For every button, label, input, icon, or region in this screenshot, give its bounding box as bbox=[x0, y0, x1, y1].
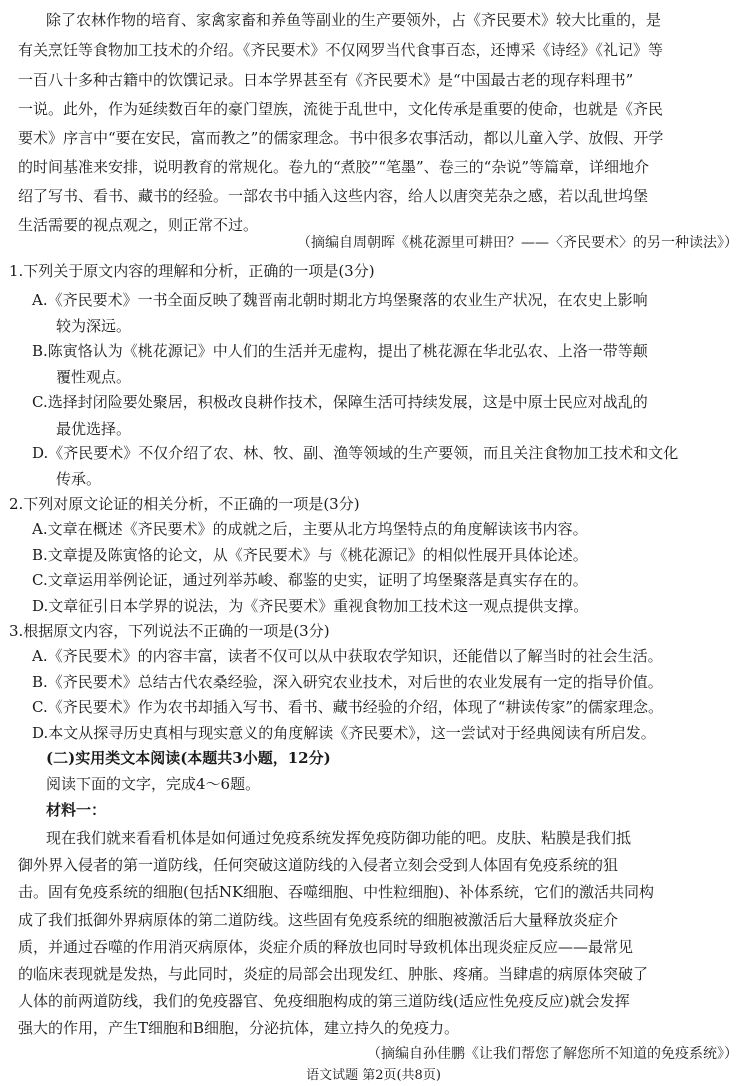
option-2d: D.文章征引日本学界的说法，为《齐民要术》重视食物加工技术这一观点提供支撑。 bbox=[32, 597, 589, 615]
option-1d: D.《齐民要术》不仅介绍了农、林、牧、副、渔等领域的生产要领，而且关注食物加工技术和文化 bbox=[32, 444, 679, 462]
material-line: 的临床表现就是发热，与此同时，炎症的局部会出现发红、肿胀、疼痛。当肆虐的病原体突破了 bbox=[18, 965, 649, 983]
option-1b: B.陈寅恪认为《桃花源记》中人们的生活并无虚构，提出了桃花源在华北弘农、上洛一带等颠 bbox=[32, 342, 648, 360]
option-1d-cont: 传承。 bbox=[56, 470, 102, 488]
option-3d: D.本文从探寻历史真相与现实意义的角度解读《齐民要术》，这一尝试对于经典阅读有所启发。 bbox=[32, 724, 656, 742]
option-1b-cont: 覆性观点。 bbox=[56, 368, 132, 386]
option-1c: C.选择封闭险要处聚居，积极改良耕作技术，保障生活可持续发展，这是中原士民应对战乱的 bbox=[32, 393, 648, 411]
option-1a: A.《齐民要术》一书全面反映了魏晋南北朝时期北方坞堡聚落的农业生产状况，在农史上影响 bbox=[32, 291, 648, 309]
option-1a-cont: 较为深远。 bbox=[56, 317, 132, 335]
material-line: 击。固有免疫系统的细胞(包括NK细胞、吞噬细胞、中性粒细胞)、补体系统，它们的激活共同构 bbox=[18, 883, 655, 901]
section-instruction: 阅读下面的文字，完成4～6题。 bbox=[46, 775, 261, 793]
material-label: 材料一： bbox=[46, 801, 107, 819]
passage-line: 要术》序言中“要在安民，富而教之”的儒家理念。书中很多农事活动，都以儿童入学、放假、开学 bbox=[18, 129, 664, 147]
option-3a: A.《齐民要术》的内容丰富，读者不仅可以从中获取农学知识，还能借以了解当时的社会生活。 bbox=[32, 647, 663, 665]
material-line: 人体的前两道防线，我们的免疫器官、免疫细胞构成的第三道防线(适应性免疫反应)就会发挥 bbox=[18, 992, 630, 1010]
option-1c-cont: 最优选择。 bbox=[56, 420, 132, 438]
material-line: 质，并通过吞噬的作用消灭病原体，炎症介质的释放也同时导致机体出现炎症反应——最常见 bbox=[18, 938, 634, 956]
question-stem-1: 1.下列关于原文内容的理解和分析，正确的一项是(3分) bbox=[9, 262, 375, 280]
option-2b: B.文章提及陈寅恪的论文，从《齐民要术》与《桃花源记》的相似性展开具体论述。 bbox=[32, 546, 588, 564]
question-stem-3: 3.根据原文内容，下列说法不正确的一项是(3分) bbox=[9, 622, 330, 640]
material-source: （摘编自孙佳鹏《让我们帮您了解您所不知道的免疫系统》） bbox=[367, 1046, 738, 1062]
passage-line: 绍了写书、看书、藏书的经验。一部农书中插入这些内容，给人以唐突芜杂之感，若以乱世坞堡 bbox=[18, 187, 649, 205]
page-footer: 语文试题 第2页(共8页) bbox=[306, 1068, 441, 1083]
passage-line: 一说。此外，作为延续数百年的豪门望族，流徙于乱世中，文化传承是重要的使命，也就是《齐民 bbox=[18, 100, 664, 118]
passage-line: 生活需要的视点观之，则正常不过。 bbox=[18, 216, 259, 234]
question-stem-2: 2.下列对原文论证的相关分析，不正确的一项是(3分) bbox=[9, 495, 360, 513]
option-2c: C.文章运用举例论证，通过列举苏峻、郗鉴的史实，证明了坞堡聚落是真实存在的。 bbox=[32, 571, 588, 589]
material-line: 现在我们就来看看机体是如何通过免疫系统发挥免疫防御功能的吧。皮肤、粘膜是我们抵 bbox=[46, 829, 632, 847]
passage-line: 的时间基准来安排，说明教育的常规化。卷九的“煮胶”“笔墨”、卷三的“杂说”等篇章，详细地介 bbox=[18, 158, 650, 176]
passage-line: 有关烹饪等食物加工技术的介绍。《齐民要术》不仅网罗当代食事百态，还博采《诗经》《礼记》等 bbox=[18, 41, 664, 59]
option-3b: B.《齐民要术》总结古代农桑经验，深入研究农业技术，对后世的农业发展有一定的指导价值。 bbox=[32, 673, 663, 691]
material-line: 成了我们抵御外界病原体的第二道防线。这些固有免疫系统的细胞被激活后大量释放炎症介 bbox=[18, 911, 619, 929]
passage-line: 除了农林作物的培育、家禽家畜和养鱼等副业的生产要领外，占《齐民要术》较大比重的，是 bbox=[46, 11, 662, 29]
material-line: 强大的作用，产生T细胞和B细胞，分泌抗体，建立持久的免疫力。 bbox=[18, 1019, 460, 1037]
option-3c: C.《齐民要术》作为农书却插入写书、看书、藏书经验的介绍，体现了“耕读传家”的儒家理念。 bbox=[32, 698, 664, 716]
section-heading: (二)实用类文本阅读(本题共3小题，12分) bbox=[46, 749, 331, 767]
passage-line: 一百八十多种古籍中的饮馔记录。日本学界甚至有《齐民要术》是“中国最古老的现存料理书” bbox=[18, 71, 634, 89]
material-line: 御外界入侵者的第一道防线，任何突破这道防线的入侵者立刻会受到人体固有免疫系统的狙 bbox=[18, 856, 619, 874]
option-2a: A.文章在概述《齐民要术》的成就之后，主要从北方坞堡特点的角度解读该书内容。 bbox=[32, 520, 588, 538]
passage-source: （摘编自周朝晖《桃花源里可耕田？——〈齐民要术〉的另一种读法》） bbox=[297, 235, 738, 251]
